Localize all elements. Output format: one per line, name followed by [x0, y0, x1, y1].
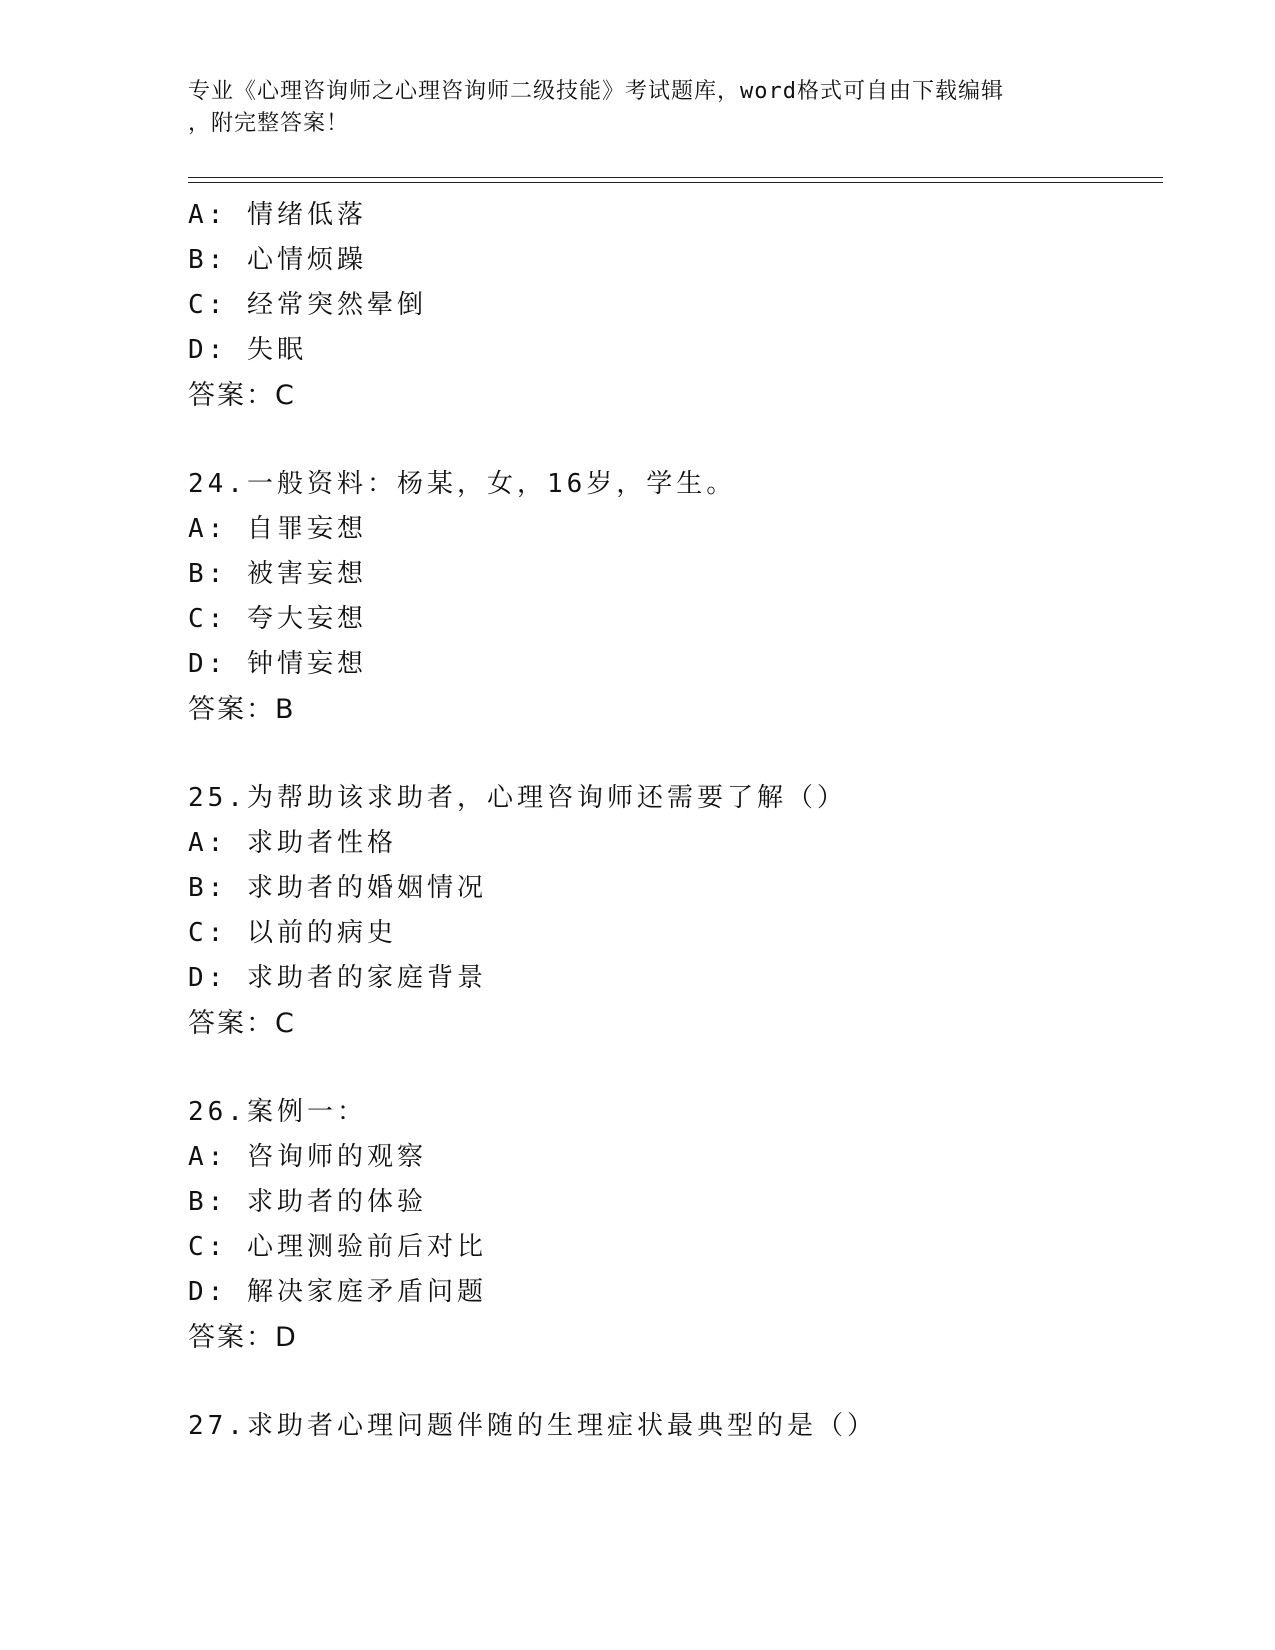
option-d: D: 求助者的家庭背景 [188, 963, 487, 993]
option-c: C: 经常突然晕倒 [188, 290, 427, 320]
question-stem: 25.为帮助该求助者，心理咨询师还需要了解（） [188, 783, 847, 813]
option-c: C: 心理测验前后对比 [188, 1232, 487, 1262]
option-a: A: 情绪低落 [188, 200, 367, 230]
option-a: A: 求助者性格 [188, 828, 397, 858]
option-b: B: 心情烦躁 [188, 245, 367, 275]
answer-line: 答案：C [188, 1008, 296, 1039]
option-a: A: 自罪妄想 [188, 514, 367, 544]
question-stem: 27.求助者心理问题伴随的生理症状最典型的是（） [188, 1411, 877, 1441]
option-b: B: 被害妄想 [188, 559, 367, 589]
option-d: D: 失眠 [188, 335, 307, 365]
answer-line: 答案：C [188, 380, 296, 411]
option-c: C: 以前的病史 [188, 918, 397, 948]
option-c: C: 夸大妄想 [188, 604, 367, 634]
option-b: B: 求助者的体验 [188, 1187, 427, 1217]
header-divider-top [188, 177, 1163, 178]
option-b: B: 求助者的婚姻情况 [188, 873, 487, 903]
question-stem: 26.案例一： [188, 1097, 367, 1127]
option-d: D: 钟情妄想 [188, 649, 367, 679]
header-title-line-2: ，附完整答案！ [188, 111, 350, 136]
header-title-line-1: 专业《心理咨询师之心理咨询师二级技能》考试题库，word格式可自由下载编辑 [188, 79, 1004, 104]
option-a: A: 咨询师的观察 [188, 1142, 427, 1172]
answer-line: 答案：D [188, 1322, 298, 1353]
option-d: D: 解决家庭矛盾问题 [188, 1277, 487, 1307]
question-stem: 24.一般资料：杨某，女，16岁，学生。 [188, 469, 737, 499]
answer-line: 答案：B [188, 694, 296, 725]
header-divider-bottom [188, 182, 1163, 183]
